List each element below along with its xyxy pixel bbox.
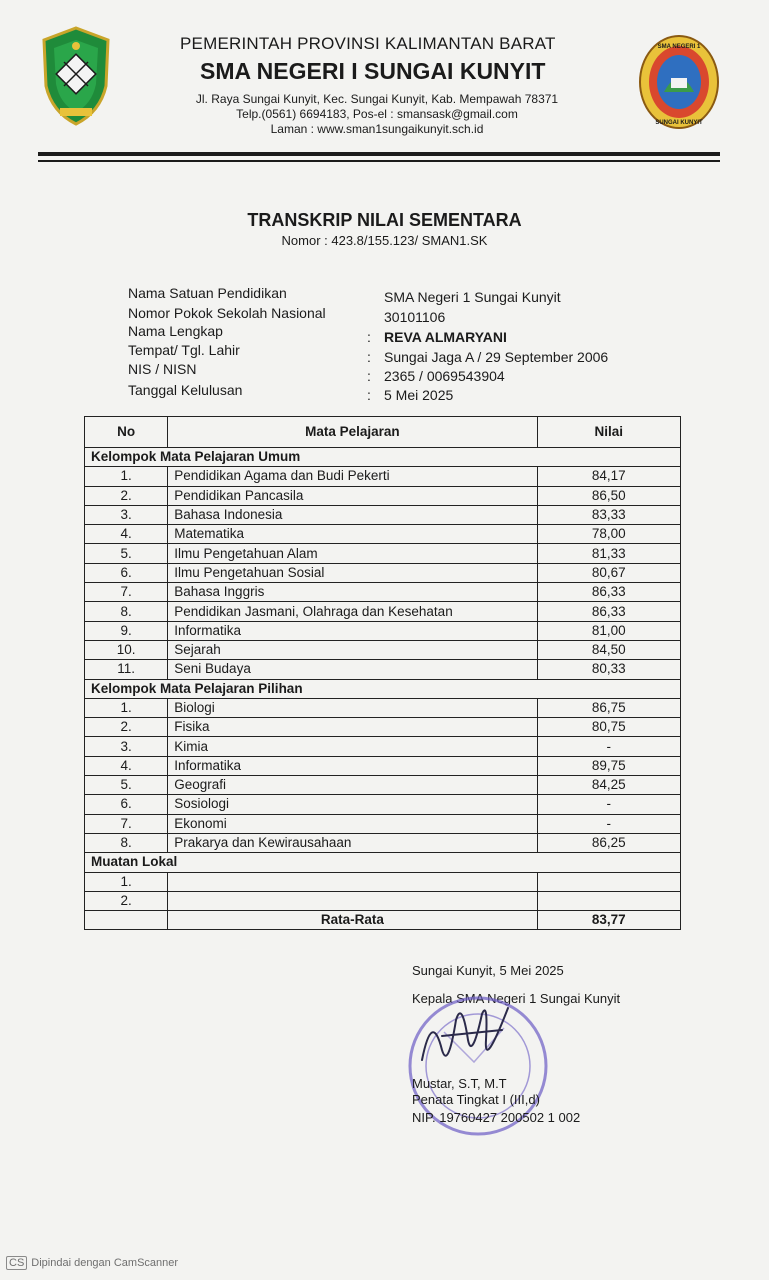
row-no: 11. bbox=[85, 660, 168, 679]
row-subject: Sosiologi bbox=[168, 795, 537, 814]
identity-colon: : bbox=[367, 368, 371, 384]
row-grade: 86,25 bbox=[537, 833, 681, 852]
row-no: 3. bbox=[85, 505, 168, 524]
row-grade: 84,25 bbox=[537, 776, 681, 795]
document-title: TRANSKRIP NILAI SEMENTARA bbox=[247, 210, 522, 230]
identity-value: 30101106 bbox=[384, 309, 446, 325]
school-website: Laman : www.sman1sungaikunyit.sch.id bbox=[270, 122, 484, 136]
row-subject: Sejarah bbox=[168, 640, 537, 659]
row-grade: - bbox=[537, 795, 681, 814]
row-subject: Fisika bbox=[168, 718, 537, 737]
identity-label: Nomor Pokok Sekolah Nasional bbox=[128, 305, 326, 321]
identity-label: Nama Lengkap bbox=[128, 323, 223, 339]
school-emblem-text-bottom: SUNGAI KUNYIT bbox=[655, 120, 703, 126]
column-header-no: No bbox=[85, 417, 168, 448]
row-no: 9. bbox=[85, 621, 168, 640]
row-subject: Bahasa Inggris bbox=[168, 583, 537, 602]
group-title: Kelompok Mata Pelajaran Pilihan bbox=[85, 679, 681, 698]
row-grade: 84,17 bbox=[537, 467, 681, 486]
identity-colon: : bbox=[367, 387, 371, 403]
row-no: 1. bbox=[85, 698, 168, 717]
average-no-cell bbox=[85, 911, 168, 930]
table-row bbox=[85, 640, 681, 659]
row-subject: Informatika bbox=[168, 621, 537, 640]
row-subject: Bahasa Indonesia bbox=[168, 505, 537, 524]
row-subject: Geografi bbox=[168, 776, 537, 795]
average-value: 83,77 bbox=[537, 911, 681, 930]
row-subject: Seni Budaya bbox=[168, 660, 537, 679]
average-row bbox=[85, 911, 681, 930]
handwritten-signature bbox=[412, 1000, 532, 1080]
row-no: 8. bbox=[85, 602, 168, 621]
signature-position: Kepala SMA Negeri 1 Sungai Kunyit bbox=[412, 991, 621, 1006]
row-grade bbox=[537, 872, 681, 891]
row-no: 6. bbox=[85, 795, 168, 814]
school-contact: Telp.(0561) 6694183, Pos-el : smansask@gmail.com bbox=[236, 107, 518, 121]
row-no: 1. bbox=[85, 467, 168, 486]
row-subject: Ekonomi bbox=[168, 814, 537, 833]
table-row bbox=[85, 563, 681, 582]
identity-label: NIS / NISN bbox=[128, 361, 197, 377]
row-subject: Kimia bbox=[168, 737, 537, 756]
row-grade: 80,33 bbox=[537, 660, 681, 679]
table-row bbox=[85, 795, 681, 814]
row-no: 2. bbox=[85, 718, 168, 737]
letterhead-rule-thin bbox=[38, 160, 720, 162]
table-row bbox=[85, 486, 681, 505]
table-row bbox=[85, 833, 681, 852]
identity-colon: : bbox=[367, 329, 371, 345]
average-label: Rata-Rata bbox=[168, 911, 537, 930]
row-grade: - bbox=[537, 737, 681, 756]
row-no: 8. bbox=[85, 833, 168, 852]
school-address-block bbox=[182, 92, 572, 137]
signatory-nip: NIP. 19760427 200502 1 002 bbox=[412, 1110, 581, 1125]
row-grade: 86,33 bbox=[537, 602, 681, 621]
row-subject: Ilmu Pengetahuan Sosial bbox=[168, 563, 537, 582]
table-row bbox=[85, 756, 681, 775]
government-name: PEMERINTAH PROVINSI KALIMANTAN BARAT bbox=[180, 34, 556, 53]
row-no: 2. bbox=[85, 891, 168, 910]
table-row bbox=[85, 737, 681, 756]
row-grade: - bbox=[537, 814, 681, 833]
identity-value-name: REVA ALMARYANI bbox=[384, 329, 507, 345]
row-no: 7. bbox=[85, 583, 168, 602]
table-row bbox=[85, 525, 681, 544]
row-grade: 83,33 bbox=[537, 505, 681, 524]
row-no: 4. bbox=[85, 756, 168, 775]
row-subject: Biologi bbox=[168, 698, 537, 717]
row-grade: 80,75 bbox=[537, 718, 681, 737]
table-row bbox=[85, 891, 681, 910]
school-name: SMA NEGERI I SUNGAI KUNYIT bbox=[200, 58, 546, 84]
column-header-subject: Mata Pelajaran bbox=[168, 417, 537, 448]
row-grade: 81,00 bbox=[537, 621, 681, 640]
row-no: 5. bbox=[85, 776, 168, 795]
table-row bbox=[85, 602, 681, 621]
row-grade: 80,67 bbox=[537, 563, 681, 582]
row-grade: 81,33 bbox=[537, 544, 681, 563]
row-subject: Pendidikan Pancasila bbox=[168, 486, 537, 505]
document-number: Nomor : 423.8/155.123/ SMAN1.SK bbox=[281, 233, 488, 248]
identity-label: Tanggal Kelulusan bbox=[128, 382, 243, 398]
signature-place-date: Sungai Kunyit, 5 Mei 2025 bbox=[412, 963, 564, 978]
row-subject: Prakarya dan Kewirausahaan bbox=[168, 833, 537, 852]
signatory-name: Mustar, S.T, M.T bbox=[412, 1076, 507, 1091]
row-subject: Matematika bbox=[168, 525, 537, 544]
row-subject: Ilmu Pengetahuan Alam bbox=[168, 544, 537, 563]
row-grade: 89,75 bbox=[537, 756, 681, 775]
row-grade bbox=[537, 891, 681, 910]
table-row bbox=[85, 718, 681, 737]
grades-table bbox=[84, 416, 681, 930]
table-row bbox=[85, 814, 681, 833]
row-no: 2. bbox=[85, 486, 168, 505]
row-subject bbox=[168, 872, 537, 891]
table-row bbox=[85, 621, 681, 640]
row-subject: Pendidikan Jasmani, Olahraga dan Kesehatan bbox=[168, 602, 537, 621]
school-emblem-logo bbox=[638, 34, 720, 130]
camscanner-icon: CS bbox=[6, 1256, 27, 1270]
row-no: 7. bbox=[85, 814, 168, 833]
row-no: 3. bbox=[85, 737, 168, 756]
table-row bbox=[85, 660, 681, 679]
school-emblem-text-top: SMA NEGERI 1 bbox=[657, 44, 701, 50]
column-header-grade: Nilai bbox=[537, 417, 681, 448]
province-emblem-logo bbox=[40, 26, 112, 126]
row-no: 5. bbox=[85, 544, 168, 563]
identity-value: SMA Negeri 1 Sungai Kunyit bbox=[384, 289, 561, 305]
identity-value: 2365 / 0069543904 bbox=[384, 368, 505, 384]
row-subject: Pendidikan Agama dan Budi Pekerti bbox=[168, 467, 537, 486]
table-row bbox=[85, 467, 681, 486]
table-row bbox=[85, 872, 681, 891]
table-row bbox=[85, 583, 681, 602]
row-grade: 84,50 bbox=[537, 640, 681, 659]
row-no: 4. bbox=[85, 525, 168, 544]
table-row bbox=[85, 698, 681, 717]
scanner-watermark-text: Dipindai dengan CamScanner bbox=[31, 1257, 179, 1269]
table-row bbox=[85, 505, 681, 524]
identity-colon: : bbox=[367, 349, 371, 365]
scanner-watermark bbox=[6, 1256, 178, 1270]
table-row bbox=[85, 776, 681, 795]
row-no: 10. bbox=[85, 640, 168, 659]
row-grade: 86,33 bbox=[537, 583, 681, 602]
identity-label: Nama Satuan Pendidikan bbox=[128, 285, 287, 301]
group-title: Muatan Lokal bbox=[85, 853, 681, 872]
row-grade: 86,50 bbox=[537, 486, 681, 505]
row-no: 6. bbox=[85, 563, 168, 582]
school-address: Jl. Raya Sungai Kunyit, Kec. Sungai Kunyit, Kab. Mempawah 78371 bbox=[195, 92, 559, 106]
letterhead-rule-thick bbox=[38, 152, 720, 156]
row-grade: 78,00 bbox=[537, 525, 681, 544]
identity-value: Sungai Jaga A / 29 September 2006 bbox=[384, 349, 609, 365]
row-no: 1. bbox=[85, 872, 168, 891]
signatory-rank: Penata Tingkat I (III,d) bbox=[412, 1092, 540, 1107]
table-row bbox=[85, 544, 681, 563]
identity-value: 5 Mei 2025 bbox=[384, 387, 454, 403]
row-subject bbox=[168, 891, 537, 910]
group-title: Kelompok Mata Pelajaran Umum bbox=[85, 448, 681, 467]
row-grade: 86,75 bbox=[537, 698, 681, 717]
row-subject: Informatika bbox=[168, 756, 537, 775]
identity-label: Tempat/ Tgl. Lahir bbox=[128, 342, 240, 358]
